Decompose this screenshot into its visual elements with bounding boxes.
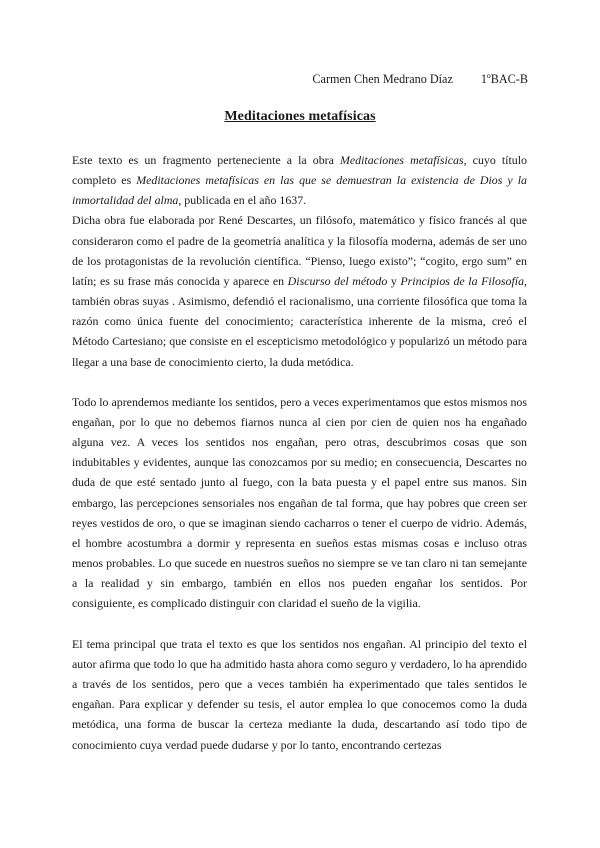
- italic-work-title: Meditaciones metafísicas: [339, 153, 464, 167]
- paragraph-theme: El tema principal que trata el texto es que los sentidos nos engañan. Al principio del texto el autor afirma que todo lo que ha admitido hasta ahora como seguro y verdadero, lo ha aprendido a través de los sentidos, pero que a veces también ha experimentado que tales sentidos le engañan. Para explicar y defender su tesis, el autor emplea lo que conocemos como la duda metódica, una forma de buscar la certeza mediante la duda, descartando así todo tipo de conocimiento cuya verdad puede dudarse y por lo tanto, encontrando certezas: [72, 636, 527, 752]
- italic-work-title: Discurso del método: [287, 273, 388, 288]
- paragraph-summary: Todo lo aprendemos mediante los sentidos, pero a veces experimentamos que estos mismos nos engañan, por lo que no debemos fiarnos nunca al cien por cien de quien nos ha engañado alguna vez. A veces los sentidos nos engañan, pero otras, descubrimos cosas que son indubitables y evidentes, aunque las conozcamos por su medio; en consecuencia, Descartes no duda de que esté sentado junto al fuego, con la bata puesta y el papel entre sus manos. Sin embargo, las percepciones sensoriales nos engañan de tal forma, que hay pobres que creen ser reyes vestidos de oro, o que se imaginan siendo cacharros o tener el cuerpo de vidrio. Además, el hombre acostumbra a dormir y representa en sueños estas mismas cosas e incluso otras menos probables. Lo que sucede en nuestros sueños no siempre se ve tan claro ni tan semejante a la realidad y sin embargo, también en ellos nos pueden engañar los sentidos. Por consiguiente, es complicado distinguir con claridad el sueño de la vigilia.: [72, 394, 527, 611]
- document-title: Meditaciones metafísicas: [224, 109, 376, 124]
- document-body: [72, 150, 527, 755]
- paragraph-author: [72, 210, 527, 371]
- paragraph-introduction: [72, 150, 527, 210]
- page-header: [312, 72, 528, 87]
- italic-full-title: Meditaciones metafísicas en las que se demuestran la existencia de Dios y la inmortalidad del alma: [72, 173, 527, 208]
- text-run: , también obras suyas . Asimismo, defendió el racionalismo, una corriente filosófica que toma la razón como única fuente del conocimiento; característica inherente de la misma, creó el Método Cartesiano; que consiste en el escepticismo metodológico y popularizó un método para llegar a una base de conocimiento cierto, la duda metódica.: [72, 273, 528, 369]
- text-run: , publicada en el año 1637.: [178, 193, 307, 208]
- author-name: Carmen Chen Medrano Díaz: [312, 72, 453, 86]
- text-run: y: [387, 273, 401, 288]
- text-run: Dicha obra fue elaborada por René Descartes, un filósofo, matemático y físico francés al que consideraron como el padre de la geometría analítica y la filosofía moderna, además de ser uno de los protagonistas de la revolución científica. “Pienso, luego existo”; “cogito, ergo sum” en latín; es su frase más conocida y aparece en: [72, 213, 527, 288]
- italic-work-title: Principios de la Filosofía: [400, 273, 525, 288]
- text-run: Este texto es un fragmento perteneciente a la obra: [72, 153, 340, 167]
- course-label: 1ºBAC-B: [480, 72, 528, 86]
- text-run: , cuyo título completo es: [72, 153, 527, 188]
